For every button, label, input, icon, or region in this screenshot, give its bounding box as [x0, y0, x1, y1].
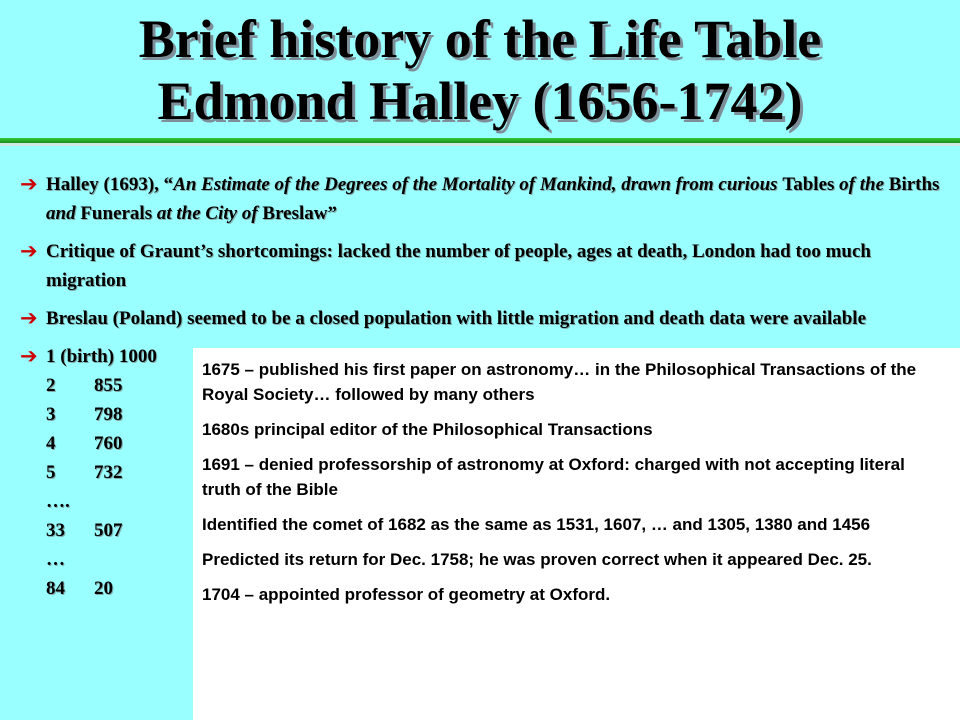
- table-survivors: [94, 487, 194, 516]
- slide-title: [0, 8, 960, 132]
- table-survivors: [94, 545, 194, 574]
- table-age: 4: [46, 433, 56, 454]
- table-survivors: 760: [94, 433, 123, 454]
- bullet-4-text: 1 (birth) 1000: [46, 346, 157, 367]
- table-age: 33: [46, 520, 65, 541]
- arrow-bullet-icon: ➔: [20, 172, 38, 196]
- arrow-bullet-icon: ➔: [20, 239, 38, 263]
- title-line-2: Edmond Halley (1656-1742): [157, 71, 803, 131]
- bullet-1-births: Births: [888, 174, 940, 195]
- table-age: …: [46, 549, 65, 570]
- halley-timeline-panel: [193, 348, 960, 720]
- bullet-1-breslaw: Breslaw”: [262, 203, 338, 224]
- bullet-1-funerals: Funerals: [80, 203, 153, 224]
- table-survivors: 855: [94, 375, 123, 396]
- arrow-bullet-icon: ➔: [20, 344, 38, 368]
- bullet-3-text: Breslau (Poland) seemed to be a closed population with little migration and death data were available: [46, 308, 866, 329]
- bullet-1-prefix: Halley (1693), “: [46, 174, 174, 195]
- timeline-item: Predicted its return for Dec. 1758; he was proven correct when it appeared Dec. 25.: [202, 550, 872, 569]
- table-age: 84: [46, 578, 65, 599]
- bullet-2-text: Critique of Graunt’s shortcomings: lacked the number of people, ages at death, London had too much migration: [46, 241, 871, 291]
- table-survivors: 798: [94, 404, 123, 425]
- table-age: 2: [46, 375, 56, 396]
- table-age: 3: [46, 404, 56, 425]
- title-line-1: Brief history of the Life Table: [138, 9, 822, 69]
- table-survivors: 732: [94, 462, 123, 483]
- bullet-1-italic-1: An Estimate of the Degrees of the Mortality of Mankind, drawn from curious: [173, 174, 783, 195]
- timeline-item: 1704 – appointed professor of geometry at Oxford.: [202, 585, 611, 604]
- bullet-breslau: [20, 304, 950, 333]
- timeline-item: 1680s principal editor of the Philosophical Transactions: [202, 420, 653, 439]
- bullet-graunt-critique: [20, 237, 950, 295]
- bullet-1-italic-2: of the: [834, 174, 889, 195]
- table-age: 5: [46, 462, 56, 483]
- table-survivors: 20: [94, 578, 113, 599]
- bullet-1-italic-4: at the City of: [152, 203, 263, 224]
- arrow-bullet-icon: ➔: [20, 306, 38, 330]
- title-divider-shadow: [0, 143, 960, 146]
- bullet-1-italic-3: and: [46, 203, 81, 224]
- timeline-item: 1691 – denied professorship of astronomy at Oxford: charged with not accepting literal truth of the Bible: [202, 455, 905, 499]
- bullet-halley-1693: [20, 170, 950, 228]
- table-survivors: 507: [94, 520, 123, 541]
- timeline-item: 1675 – published his first paper on astronomy… in the Philosophical Transactions of the Royal Society… followed by many others: [202, 360, 917, 404]
- bullet-1-tables: Tables: [782, 174, 835, 195]
- timeline-item: Identified the comet of 1682 as the same as 1531, 1607, … and 1305, 1380 and 1456: [202, 515, 871, 534]
- table-age: ….: [46, 491, 70, 512]
